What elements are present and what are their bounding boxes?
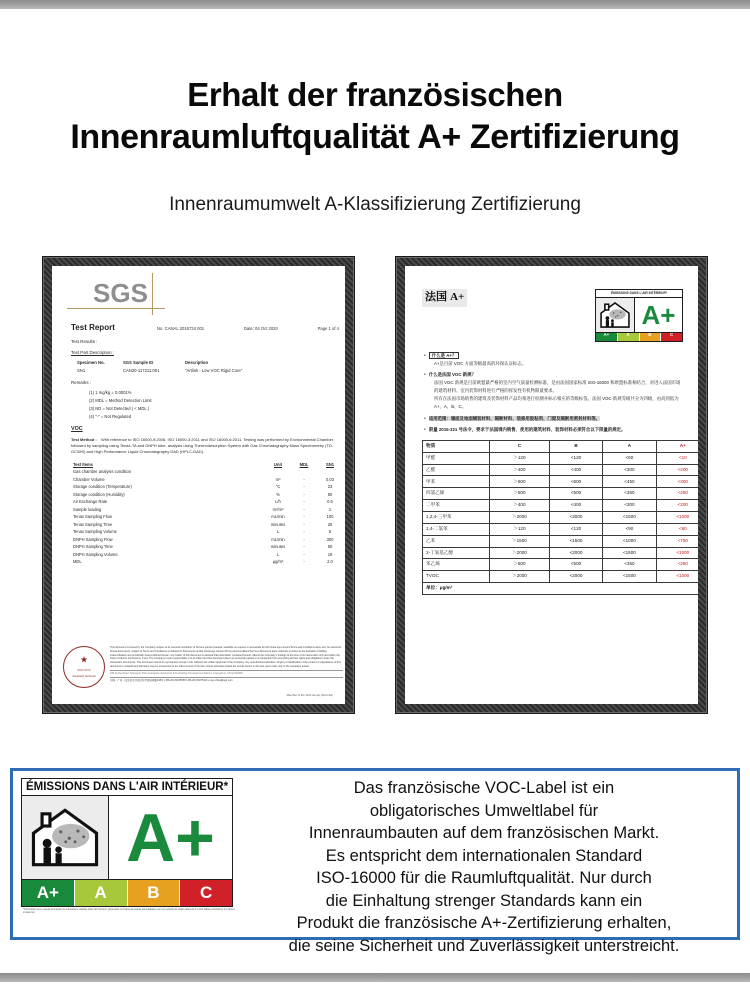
test-results-label: Test Results : <box>71 338 98 344</box>
param-mdl: - <box>303 559 305 565</box>
param-value: 2.0 <box>327 559 333 565</box>
report-page-number: Page 1 of 4 <box>317 326 339 331</box>
cn-bullet-text: 什么是 A+？ <box>429 352 460 359</box>
voc-limit-b: <120 <box>549 452 602 464</box>
remark-item: (2) MDL = Method Detection Limit <box>89 398 152 403</box>
page-title-line-2: Innenraumluftqualität A+ Zertifizierung <box>70 118 680 156</box>
table-row <box>423 464 699 476</box>
table-row <box>423 535 699 547</box>
voc-substance: 1,2,4-三甲苯 <box>423 511 490 523</box>
voc-limit-a: <450 <box>603 476 656 488</box>
param-mdl: - <box>303 484 305 490</box>
description-line: Innenraumbauten auf dem französischen Markt. <box>308 824 660 842</box>
voc-substance: 乙苯 <box>423 535 490 547</box>
voc-limit-c: ＞1500 <box>490 535 550 547</box>
param-value: 25 <box>327 521 333 527</box>
description-line: Produkt die französische A+-Zertifizierung erhalten, <box>296 914 672 932</box>
table-row <box>423 547 699 559</box>
param-mdl: - <box>303 506 305 512</box>
test-parameter-table <box>73 461 343 567</box>
table-row <box>423 559 699 571</box>
voc-header-class-c: C <box>490 440 550 452</box>
voc-limit-b: <500 <box>549 559 602 571</box>
param-value: 23 <box>327 484 333 490</box>
table-header-row <box>423 440 699 452</box>
table-row <box>73 506 343 514</box>
description-line: die Einhaltung strenger Standards kann ein <box>325 891 643 910</box>
voc-section-heading: VOC <box>71 426 83 433</box>
emission-label-grade: A+ <box>641 299 676 330</box>
specimen-header-no: Specimen No. <box>77 360 105 366</box>
voc-limit-aplus: <300 <box>656 476 698 488</box>
param-unit: mL/min <box>271 536 285 542</box>
param-value: 50 <box>327 491 333 497</box>
cn-bullet-detail: 所有在法国市场销售的建筑及装饰材料产品均须进行检测并标示相应的等级标签。法国 VOC 新规等级共分为四级，由高到低为 A+、A、B、C。 <box>434 396 679 410</box>
emission-label-body <box>22 796 232 879</box>
emission-label-grade: A+ <box>126 799 215 876</box>
voc-label-description <box>237 771 737 957</box>
sgs-logo-rule-vertical <box>152 273 153 315</box>
param-value: 60 <box>327 544 333 550</box>
cn-bullet-list <box>424 352 682 434</box>
voc-limit-b: <400 <box>549 464 602 476</box>
emission-label-large-wrap <box>13 771 237 915</box>
param-unit: minutes <box>270 521 286 527</box>
param-value: 5 <box>328 529 332 535</box>
param-value: 0.5 <box>327 499 333 505</box>
voc-label-info-box <box>10 768 740 955</box>
indoor-air-house-icon <box>596 298 635 332</box>
table-row <box>73 521 343 529</box>
voc-substance: 2-丁氧基乙醇 <box>423 547 490 559</box>
scale-grade-a: A <box>618 333 640 341</box>
voc-limit-c: ＞2000 <box>490 547 550 559</box>
table-row <box>73 551 343 559</box>
scale-grade-b: B <box>640 333 662 341</box>
report-member-note: Member of the SGS Group (SGS SA) <box>286 692 333 697</box>
sgs-report-page <box>52 266 345 704</box>
voc-limit-aplus: <200 <box>656 500 698 512</box>
voc-substance: TVOC <box>423 571 490 583</box>
cn-document-title <box>422 289 467 307</box>
page-title-line-1: Erhalt der französischen <box>187 76 563 113</box>
param-unit: minutes <box>270 544 286 550</box>
voc-limit-b: <2000 <box>549 547 602 559</box>
china-voc-document-page <box>405 266 698 704</box>
param-item: Tenax Sampling Flow <box>73 514 112 520</box>
voc-limit-aplus: <250 <box>656 559 698 571</box>
cn-bullet-item <box>424 415 682 423</box>
voc-limit-a: <60 <box>603 452 656 464</box>
emission-label-footnote: *Information sur le niveau d'émission de substances volatiles dans l'air intérieur, présentant un risque de toxicité par inhalation, sur une échelle de classe allant de A+ (très faibles émissions) à C (fortes émissions). <box>23 908 235 915</box>
table-row <box>423 571 699 583</box>
param-mdl: - <box>303 514 305 520</box>
table-row <box>423 476 699 488</box>
param-mdl: - <box>303 476 305 482</box>
voc-limit-c: ＞500 <box>490 488 550 500</box>
scale-grade-aplus: A+ <box>22 880 75 906</box>
voc-limit-c: ＞2000 <box>490 511 550 523</box>
top-edge-strip <box>0 0 750 9</box>
voc-limit-b: <1500 <box>549 535 602 547</box>
report-contact: t (86-20) 82155555 f (86-20) 82075113 e sgs.china@sgs.com <box>164 679 233 683</box>
param-mdl: - <box>303 551 305 557</box>
report-disclaimer <box>110 646 343 683</box>
voc-limit-b: <600 <box>549 476 602 488</box>
sgs-logo-rule-horizontal <box>67 308 165 309</box>
param-item: Storage condition (Humidity) <box>73 491 125 497</box>
table-row <box>73 544 343 552</box>
param-mdl: - <box>303 499 305 505</box>
remark-item: (3) ND = Not Detected ( < MDL ) <box>89 406 150 412</box>
scale-grade-b: B <box>128 880 181 906</box>
emission-label-large <box>21 778 233 907</box>
report-address-cn: 中国 · 广州 · 经济技术开发区科学城科珠路198号 <box>110 679 164 683</box>
voc-header-class-aplus: A+ <box>656 440 698 452</box>
test-method-block <box>71 437 343 454</box>
voc-limit-c: ＞500 <box>490 559 550 571</box>
sgs-logo-text: SGS <box>93 278 148 308</box>
table-row <box>423 511 699 523</box>
emission-label-caption: ÉMISSIONS DANS L'AIR INTÉRIEUR* <box>22 779 232 796</box>
voc-limit-aplus: <1000 <box>656 571 698 583</box>
voc-substance: 四氯乙烯 <box>423 488 490 500</box>
description-line: Es entspricht dem internationalen Standard <box>325 846 643 865</box>
param-value: 100 <box>326 514 334 520</box>
table-row <box>73 483 343 491</box>
param-item: Air Exchange Rate <box>73 499 108 505</box>
voc-limit-a: <90 <box>603 523 656 535</box>
table-row <box>73 468 343 476</box>
cn-title-country: 法国 <box>425 291 447 303</box>
test-part-description-label: Test Part Description : <box>71 349 114 355</box>
param-item: Sample loading <box>73 506 102 512</box>
voc-limit-a: <1500 <box>603 571 656 583</box>
param-item: DNPH Sampling Time <box>73 544 113 550</box>
param-mdl: - <box>303 491 305 497</box>
china-voc-document-frame[interactable] <box>395 256 708 714</box>
cn-bullet-item <box>424 352 682 360</box>
param-value: 18 <box>327 551 333 557</box>
scale-grade-aplus: A+ <box>596 333 618 341</box>
voc-limit-a: <1000 <box>603 535 656 547</box>
voc-limit-c: ＞120 <box>490 452 550 464</box>
report-date: Date: 04 Oct 2020 <box>243 326 278 331</box>
voc-header-class-a: A <box>603 440 656 452</box>
param-unit: L <box>276 529 280 535</box>
cn-bullet-item <box>424 371 682 379</box>
param-unit: m²/m³ <box>272 506 284 512</box>
param-mdl: - <box>303 536 305 542</box>
test-method-text: With reference to ISO 16000-9:2006, ISO 16000-3:2011 and ISO 16000-6:2011. Testing was performed by Environmental Chamber, followed by sampling using Tenax-TA and DNPH tube, analysis using Thermodesorption System with Gas Chromatography Mass Spectrometry (TD-GC/MS) and High Performance Liquid Chromatography DAD (HPLC-DAD). <box>71 437 335 454</box>
param-value: 300 <box>326 536 334 542</box>
param-item: DNPH Sampling Volume <box>73 551 118 557</box>
param-value: 1 <box>328 506 332 512</box>
param-item: Tenax Sampling Volume <box>73 529 117 535</box>
voc-limit-aplus: <1000 <box>656 511 698 523</box>
certificate-gallery <box>42 256 708 714</box>
specimen-value-sample-id: CAN20-117211.001 <box>123 368 160 374</box>
remark-item: (1) 1 mg/kg = 0.0001% <box>89 389 132 395</box>
emission-label-small <box>595 289 683 342</box>
param-value: 0.03 <box>326 476 334 482</box>
voc-table-unit-note: 单位：μg/m³ <box>423 583 699 595</box>
param-header-mdl: MDL <box>299 461 309 467</box>
param-header-item: Test Items <box>73 461 93 467</box>
emission-label-caption: ÉMISSIONS DANS L'AIR INTÉRIEUR* <box>596 290 682 298</box>
page-subtitle: Innenraumumwelt A-Klassifizierung Zertifizierung <box>169 194 581 215</box>
sgs-logo <box>89 280 152 306</box>
param-item: Tenax Sampling Time <box>73 521 113 527</box>
param-item: Storage condition (Temperature) <box>73 484 132 490</box>
voc-limit-c: ＞400 <box>490 464 550 476</box>
voc-header-substance: 物质 <box>423 440 490 452</box>
voc-substance: 苯乙烯 <box>423 559 490 571</box>
description-line: Das französische VOC-Label ist ein <box>353 779 615 797</box>
cn-title-grade: A+ <box>450 291 465 303</box>
page-title <box>0 74 750 158</box>
voc-limit-b: <2000 <box>549 511 602 523</box>
voc-header-class-b: B <box>549 440 602 452</box>
voc-table-body <box>423 452 699 594</box>
table-row <box>73 476 343 484</box>
seal-star-icon: ★ <box>79 654 89 665</box>
table-header-row <box>73 461 343 469</box>
sgs-report-frame[interactable] <box>42 256 355 714</box>
emission-label-scale <box>22 879 232 906</box>
bottom-edge-strip <box>0 973 750 982</box>
description-line: obligatorisches Umweltlabel für <box>369 801 599 820</box>
report-address: 198 Kezhu Road, Scientech Park Guangzhou Economic & Technology Development District, Guangzhou, China 510663 <box>110 672 243 676</box>
report-meta <box>157 326 339 332</box>
param-mdl: - <box>303 529 305 535</box>
cn-bullet-text: 什么是法国 VOC 新规？ <box>428 371 476 377</box>
cn-header-row <box>422 289 683 342</box>
param-table-body <box>73 468 343 566</box>
seal-line-1: SGS-CSTC <box>77 669 91 673</box>
sgs-accreditation-seal-icon <box>63 646 105 688</box>
cn-bullet-text: 限量 2015-321 号法令，要求于法国境内销售、使用的建筑材料、装饰材料必须符合以下限量的规定。 <box>428 426 626 432</box>
param-unit: °C <box>275 484 281 490</box>
description-line: die seine Sicherheit und Zuverlässigkeit unterstreicht. <box>288 936 680 955</box>
disclaimer-text: This document is issued by the Company subject to its General Conditions of Service printed overleaf, available on request or accessible at http://www.sgs.com/en/Terms-and-Conditions.aspx and, for electronic format documents, subject to Terms and Conditions for Electronic Documents at http://www.sgs.com/en/Terms-and-Conditions/Terms-e-Document.aspx. Attention is drawn to the limitation of liability, indemnification and jurisdiction issues defined therein. Any holder of this document is advised that information contained hereon reflects the Company's findings at the time of its intervention only and within the limits of Client's instructions, if any. The Company's sole responsibility is to its Client and this document does not exonerate parties to a transaction from exercising all their rights and obligations under the transaction documents. This document cannot be reproduced except in full, without prior written approval of the Company. Any unauthorized alteration, forgery or falsification of the content or appearance of this document is unlawful and offenders may be prosecuted to the fullest extent of the law. Unless otherwise stated the results shown in this test report refer only to the sample(s) tested. <box>110 646 342 668</box>
voc-substance: 甲苯 <box>423 476 490 488</box>
voc-limit-a: <1500 <box>603 511 656 523</box>
indoor-air-house-icon <box>22 796 109 879</box>
voc-limit-b: <2000 <box>549 571 602 583</box>
test-method-label: Test Method : <box>71 437 97 443</box>
table-row <box>423 488 699 500</box>
voc-limit-aplus: <60 <box>656 523 698 535</box>
specimen-header-sample-id: SGS Sample ID <box>123 360 154 366</box>
voc-limit-aplus: <200 <box>656 464 698 476</box>
table-row <box>73 529 343 537</box>
cn-bullet-item <box>424 426 682 434</box>
voc-substance: 1,4-二氯苯 <box>423 523 490 535</box>
seal-line-2: Standards Technical <box>72 675 96 678</box>
param-unit: mL/min <box>271 514 285 520</box>
voc-limit-b: <120 <box>549 523 602 535</box>
voc-limit-b: <400 <box>549 500 602 512</box>
param-unit: L <box>276 551 280 557</box>
param-unit: µg/m³ <box>272 559 284 565</box>
voc-substance: 乙醛 <box>423 464 490 476</box>
voc-limit-aplus: <750 <box>656 535 698 547</box>
report-number: No. CANAL 2016734 001 <box>157 326 205 331</box>
voc-limit-a: <350 <box>603 488 656 500</box>
param-item: MDL <box>73 559 82 565</box>
scale-grade-c: C <box>661 333 682 341</box>
voc-limit-table <box>422 440 698 595</box>
voc-substance: 二甲苯 <box>423 500 490 512</box>
param-item: Chamber Volume <box>73 476 105 482</box>
description-line: ISO-16000 für die Raumluftqualität. Nur durch <box>316 869 652 887</box>
param-unit: % <box>276 491 280 497</box>
cn-bullet-detail: 法国 VOC 新规是目前欧盟最严格的室内空气质量检测标准，是由法国国家标准 ISO-16000 和欧盟标准相结合，对进入法国市场的建筑材料、室内装饰材料进行严格的挥发性有机物限量要求。 <box>434 380 681 394</box>
param-mdl: - <box>303 544 305 550</box>
table-row <box>423 452 699 464</box>
voc-limit-c: ＞120 <box>490 523 550 535</box>
report-title: Test Report <box>71 323 115 332</box>
param-item: DNPH Sampling Flow <box>73 536 113 542</box>
emission-label-body <box>596 298 682 332</box>
voc-limit-c: ＞400 <box>490 500 550 512</box>
voc-limit-a: <1500 <box>603 547 656 559</box>
voc-limit-a: <350 <box>603 559 656 571</box>
voc-limit-aplus: <1000 <box>656 547 698 559</box>
table-row <box>73 498 343 506</box>
cn-bullet-text: 适用范围：墙面及地面铺装材料、隔断材料、装修用胶粘剂、门窗及隔断用密封材料等。 <box>428 415 601 421</box>
voc-limit-a: <300 <box>603 500 656 512</box>
remarks-list <box>89 390 334 420</box>
param-header-unit: Unit <box>274 461 282 467</box>
remark-item: (4) "-" = Not Regulated <box>89 414 132 420</box>
voc-limit-aplus: <250 <box>656 488 698 500</box>
param-mdl: - <box>303 521 305 527</box>
param-unit: m³ <box>275 476 281 482</box>
scale-grade-c: C <box>180 880 232 906</box>
voc-limit-b: <500 <box>549 488 602 500</box>
table-row <box>423 500 699 512</box>
voc-substance: 甲醛 <box>423 452 490 464</box>
voc-limit-c: ＞2000 <box>490 571 550 583</box>
cn-bullet-detail: A+是目前 VOC 方面等级最高的环保认证标志。 <box>434 360 527 366</box>
specimen-value-description: "Artlink - Low VOC Rigid Core" <box>185 368 243 374</box>
scale-grade-a: A <box>75 880 128 906</box>
remarks-label: Remarks : <box>71 379 92 385</box>
param-unit: L/h <box>275 499 281 505</box>
table-row <box>73 491 343 499</box>
voc-limit-a: <300 <box>603 464 656 476</box>
disclaimer-divider <box>110 670 343 671</box>
specimen-table <box>77 360 334 374</box>
address-divider <box>110 677 343 678</box>
voc-limit-aplus: <10 <box>656 452 698 464</box>
specimen-value-no: SN1 <box>77 368 86 374</box>
voc-limit-c: ＞600 <box>490 476 550 488</box>
table-row <box>423 523 699 535</box>
table-row <box>73 514 343 522</box>
specimen-header-description: Description <box>185 360 209 366</box>
report-header-row <box>71 322 339 334</box>
table-row <box>73 559 343 567</box>
table-row <box>73 536 343 544</box>
emission-label-scale <box>596 332 682 341</box>
param-header-sn1: SN1 <box>326 461 334 467</box>
report-footer <box>63 646 343 688</box>
table-row <box>423 583 699 595</box>
param-section-label: Gas chamber analysis condition <box>73 469 132 475</box>
